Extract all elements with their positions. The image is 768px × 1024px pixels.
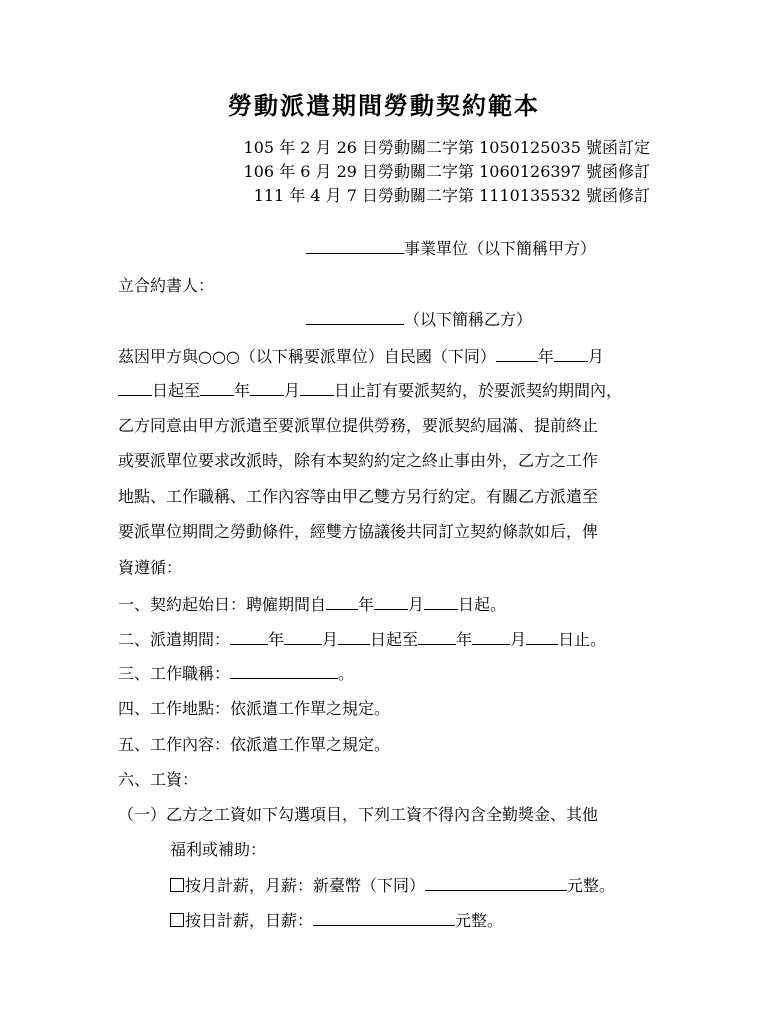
intro-text: 茲因甲方與○○○（以下稱要派單位）自民國（下同）: [118, 347, 496, 366]
contract-year-blank[interactable]: [326, 595, 358, 610]
document-title: 勞動派遣期間勞動契約範本: [228, 91, 540, 120]
amendment-line-3: 111 年 4 月 7 日勞動關二字第 1110135532 號函修訂: [253, 186, 650, 205]
clause-5: 五、工作內容：依派遣工作單之規定。: [118, 735, 391, 754]
year-label: 年: [358, 595, 375, 614]
intro-line-1: [118, 344, 604, 367]
monthly-wage-checkbox[interactable]: [170, 878, 184, 892]
clause-3: [118, 661, 354, 684]
clause-1-label: 一、契約起始日：聘僱期間自: [118, 595, 327, 614]
day-label: 日起。: [458, 595, 507, 614]
period-mark: 。: [338, 664, 355, 683]
wage-subclause-1-cont: 福利或補助：: [170, 840, 267, 859]
party-a-blank[interactable]: [306, 239, 404, 254]
start-year-blank[interactable]: [496, 347, 538, 362]
currency-suffix: 元整。: [567, 876, 616, 895]
dispatch-start-month-blank[interactable]: [284, 630, 322, 645]
amendment-line-1: 105 年 2 月 26 日勞動關二字第 1050125035 號函訂定: [243, 138, 650, 157]
end-month-blank[interactable]: [250, 381, 284, 396]
clause-1: [118, 592, 506, 615]
daily-wage-checkbox[interactable]: [170, 913, 184, 927]
year-label: 年: [268, 630, 285, 649]
start-day-blank[interactable]: [118, 381, 152, 396]
dispatch-end-day-blank[interactable]: [526, 630, 558, 645]
month-label: 月: [322, 630, 339, 649]
daily-wage-option: [170, 908, 503, 931]
intro-line-4: 或要派單位要求改派時，除有本契約約定之終止事由外，乙方之工作: [118, 451, 599, 470]
amendment-line-2: 106 年 6 月 29 日勞動關二字第 1060126397 號函修訂: [243, 162, 650, 181]
contract-day-blank[interactable]: [424, 595, 458, 610]
clause-4: 四、工作地點：依派遣工作單之規定。: [118, 699, 391, 718]
from-to-label: 日起至: [370, 630, 419, 649]
intro-line-6: 要派單位期間之勞動條件，經雙方協議後共同訂立契約條款如后，俾: [118, 522, 599, 541]
job-title-blank[interactable]: [230, 664, 338, 679]
year-label: 年: [537, 347, 554, 366]
end-day-blank[interactable]: [300, 381, 334, 396]
party-b-line: [306, 307, 532, 330]
clause-2-label: 二、派遣期間：: [118, 630, 231, 649]
party-a-line: [306, 236, 596, 259]
intro-text: 日止訂有要派契約，於要派契約期間內，: [334, 381, 623, 400]
end-year-blank[interactable]: [200, 381, 234, 396]
year-label: 年: [234, 381, 251, 400]
daily-wage-blank[interactable]: [313, 911, 455, 926]
day-label: 日止。: [558, 630, 607, 649]
currency-suffix: 元整。: [455, 911, 504, 930]
party-a-label: 事業單位（以下簡稱甲方）: [404, 239, 597, 258]
monthly-wage-option: [170, 873, 615, 896]
month-label: 月: [284, 381, 301, 400]
monthly-wage-blank[interactable]: [425, 876, 567, 891]
intro-line-3: 乙方同意由甲方派遣至要派單位提供勞務，要派契約屆滿、提前終止: [118, 416, 599, 435]
intro-line-7: 資遵循：: [118, 558, 183, 577]
wage-subclause-1: （一）乙方之工資如下勾選項目，下列工資不得內含全勤獎金、其他: [118, 805, 599, 824]
month-label: 月: [408, 595, 425, 614]
clause-2: [118, 627, 606, 650]
contract-month-blank[interactable]: [374, 595, 408, 610]
dispatch-start-year-blank[interactable]: [230, 630, 268, 645]
monthly-wage-label: 按月計薪，月薪：新臺幣（下同）: [185, 876, 426, 895]
clause-3-label: 三、工作職稱：: [118, 664, 231, 683]
signatories-label: 立合約書人：: [118, 276, 215, 295]
daily-wage-label: 按日計薪，日薪：: [185, 911, 314, 930]
intro-line-5: 地點、工作職稱、工作內容等由甲乙雙方另行約定。有關乙方派遣至: [118, 487, 599, 506]
from-to-label: 日起至: [152, 381, 201, 400]
intro-line-2: [118, 378, 622, 401]
month-label: 月: [510, 630, 527, 649]
clause-6: 六、工資：: [118, 770, 199, 789]
party-b-blank[interactable]: [306, 310, 404, 325]
start-month-blank[interactable]: [554, 347, 588, 362]
year-label: 年: [456, 630, 473, 649]
month-label: 月: [587, 347, 604, 366]
dispatch-end-year-blank[interactable]: [418, 630, 456, 645]
dispatch-start-day-blank[interactable]: [338, 630, 370, 645]
dispatch-end-month-blank[interactable]: [472, 630, 510, 645]
party-b-label: （以下簡稱乙方）: [404, 310, 533, 329]
